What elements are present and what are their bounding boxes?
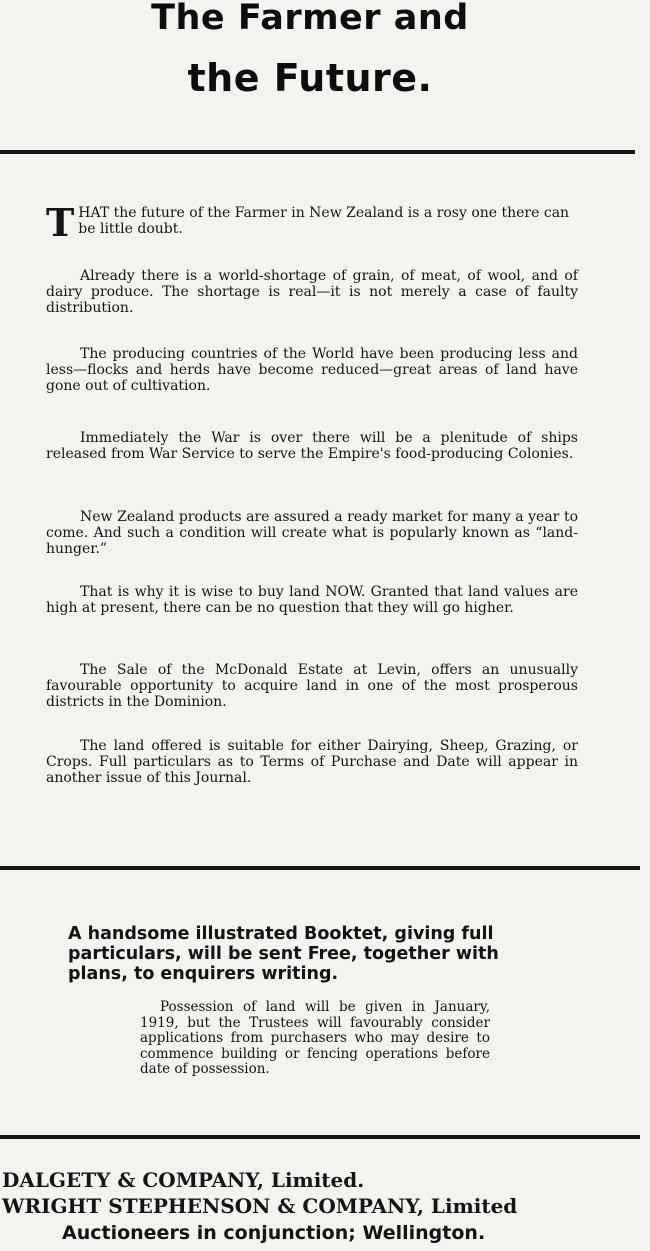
paragraph-world-shortage: Already there is a world-shortage of grain, of meat, of wool, and of dairy produce. The shortage is real—it is not merely a case of faulty distribution. (46, 268, 578, 316)
paragraph-mcdonald-estate: The Sale of the McDonald Estate at Levin, offers an unusually favourable opportunity to acquire land in one of the most prosperous districts in the Dominion. (46, 662, 578, 710)
intro-paragraph (46, 200, 578, 245)
middle-divider (0, 866, 640, 870)
headline-line-2: the Future. (187, 56, 433, 100)
company-line-1: DALGETY & COMPANY, Limited. (2, 1168, 365, 1192)
drop-cap: T (46, 200, 75, 245)
intro-text: HAT the future of the Farmer in New Zealand is a rosy one there can be little doubt. (78, 205, 570, 237)
bottom-divider (0, 1135, 640, 1139)
paragraph-buy-land-now: That is why it is wise to buy land NOW. Granted that land values are high at present, there can be no question that they will go higher. (46, 584, 578, 616)
paragraph-producing-countries: The producing countries of the World have been producing less and less—flocks and herds have become reduced—great areas of land have gone out of cultivation. (46, 346, 578, 394)
possession-note: Possession of land will be given in January, 1919, but the Trustees will favourably consider applications from purchasers who may desire to commence building or fencing operations before date of possession. (140, 999, 490, 1077)
paragraph-ready-market: New Zealand products are assured a ready market for many a year to come. And such a condition will create what is popularly known as “land-hunger.” (46, 509, 578, 557)
headline-line-1: The Farmer and (151, 0, 469, 38)
auctioneers-line: Auctioneers in conjunction; Wellington. (62, 1222, 486, 1244)
company-line-2: WRIGHT STEPHENSON & COMPANY, Limited (2, 1194, 518, 1218)
paragraph-land-offered: The land offered is suitable for either Dairying, Sheep, Grazing, or Crops. Full particulars as to Terms of Purchase and Date will appear in another issue of this Journal. (46, 738, 578, 786)
booklet-offer: A handsome illustrated Booktet, giving full particulars, will be sent Free, together with plans, to enquirers writing. (68, 924, 499, 984)
top-divider (0, 150, 635, 154)
paragraph-war-ships: Immediately the War is over there will be a plenitude of ships released from War Service to serve the Empire's food-producing Colonies. (46, 430, 578, 462)
